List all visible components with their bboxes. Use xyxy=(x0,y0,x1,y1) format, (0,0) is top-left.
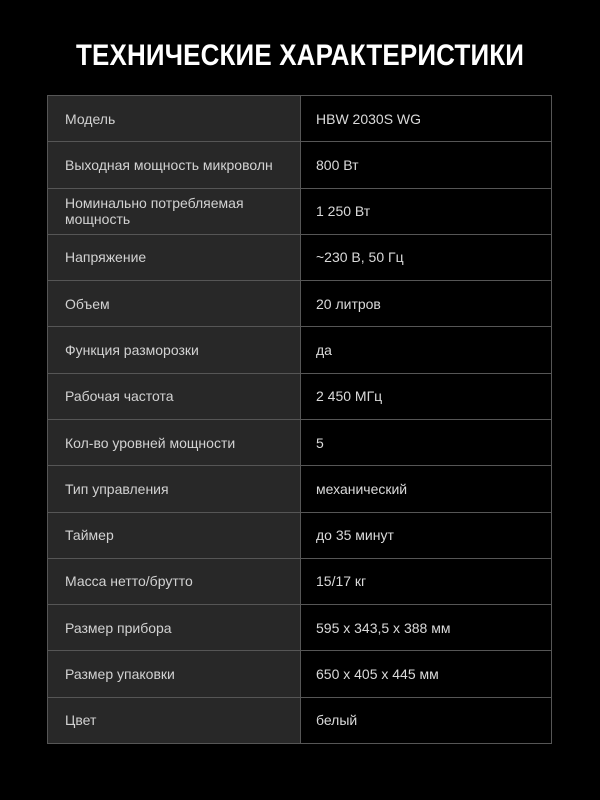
spec-value-cell xyxy=(301,96,551,141)
spec-value: 20 литров xyxy=(316,295,381,312)
spec-value-cell xyxy=(301,235,551,280)
spec-label-cell xyxy=(48,420,301,465)
table-row xyxy=(48,189,551,235)
spec-label-cell xyxy=(48,235,301,280)
spec-value: 800 Вт xyxy=(316,156,359,173)
table-row xyxy=(48,559,551,605)
spec-label: Размер упаковки xyxy=(65,665,175,682)
spec-label: Выходная мощность микроволн xyxy=(65,156,273,173)
table-row xyxy=(48,374,551,420)
spec-label-cell xyxy=(48,605,301,650)
page-title-text: ТЕХНИЧЕСКИЕ ХАРАКТЕРИСТИКИ xyxy=(75,39,525,72)
spec-value: 5 xyxy=(316,434,324,451)
page-title xyxy=(0,39,600,73)
spec-value: 595 x 343,5 x 388 мм xyxy=(316,619,451,636)
spec-label: Таймер xyxy=(65,527,114,544)
table-row xyxy=(48,651,551,697)
spec-label: Цвет xyxy=(65,712,97,729)
spec-label: Объем xyxy=(65,295,110,312)
spec-value-cell xyxy=(301,698,551,743)
spec-label: Размер прибора xyxy=(65,619,172,636)
spec-label-cell xyxy=(48,142,301,187)
spec-label: Кол-во уровней мощности xyxy=(65,434,236,451)
spec-label-cell xyxy=(48,559,301,604)
table-row xyxy=(48,96,551,142)
spec-label: Масса нетто/брутто xyxy=(65,573,193,590)
table-row xyxy=(48,466,551,512)
spec-label-cell xyxy=(48,374,301,419)
spec-value: 15/17 кг xyxy=(316,573,367,590)
spec-label-cell xyxy=(48,513,301,558)
spec-label-cell xyxy=(48,96,301,141)
spec-value-cell xyxy=(301,281,551,326)
spec-label-cell xyxy=(48,327,301,372)
spec-label-cell xyxy=(48,466,301,511)
spec-label: Тип управления xyxy=(65,480,169,497)
spec-value-cell xyxy=(301,189,551,234)
spec-value-cell xyxy=(301,651,551,696)
spec-value: белый xyxy=(316,712,358,729)
table-row xyxy=(48,235,551,281)
spec-table xyxy=(47,95,552,744)
spec-value: 2 450 МГц xyxy=(316,388,383,405)
spec-label: Функция разморозки xyxy=(65,342,199,358)
table-row xyxy=(48,698,551,743)
spec-value-cell xyxy=(301,420,551,465)
spec-label: Модель xyxy=(65,110,116,127)
table-row xyxy=(48,281,551,327)
spec-value-cell xyxy=(301,327,551,372)
spec-label-cell xyxy=(48,698,301,743)
spec-value: да xyxy=(316,342,332,358)
spec-value-cell xyxy=(301,466,551,511)
table-row xyxy=(48,327,551,373)
spec-value: 650 x 405 x 445 мм xyxy=(316,665,439,682)
spec-label: Номинально потребляемая мощность xyxy=(65,195,244,228)
spec-value: до 35 минут xyxy=(316,527,394,544)
spec-value-cell xyxy=(301,513,551,558)
spec-label: Напряжение xyxy=(65,249,147,266)
spec-value-cell xyxy=(301,142,551,187)
spec-value: механический xyxy=(316,480,408,497)
table-row xyxy=(48,513,551,559)
table-row xyxy=(48,142,551,188)
spec-value: HBW 2030S WG xyxy=(316,110,422,127)
spec-value-cell xyxy=(301,374,551,419)
table-row xyxy=(48,605,551,651)
spec-value: 1 250 Вт xyxy=(316,203,371,220)
table-row xyxy=(48,420,551,466)
spec-value-cell xyxy=(301,559,551,604)
spec-value-cell xyxy=(301,605,551,650)
spec-label-cell xyxy=(48,651,301,696)
spec-label-cell xyxy=(48,281,301,326)
spec-value: ~230 В, 50 Гц xyxy=(316,249,404,266)
spec-label: Рабочая частота xyxy=(65,388,174,405)
spec-label-cell xyxy=(48,189,301,234)
